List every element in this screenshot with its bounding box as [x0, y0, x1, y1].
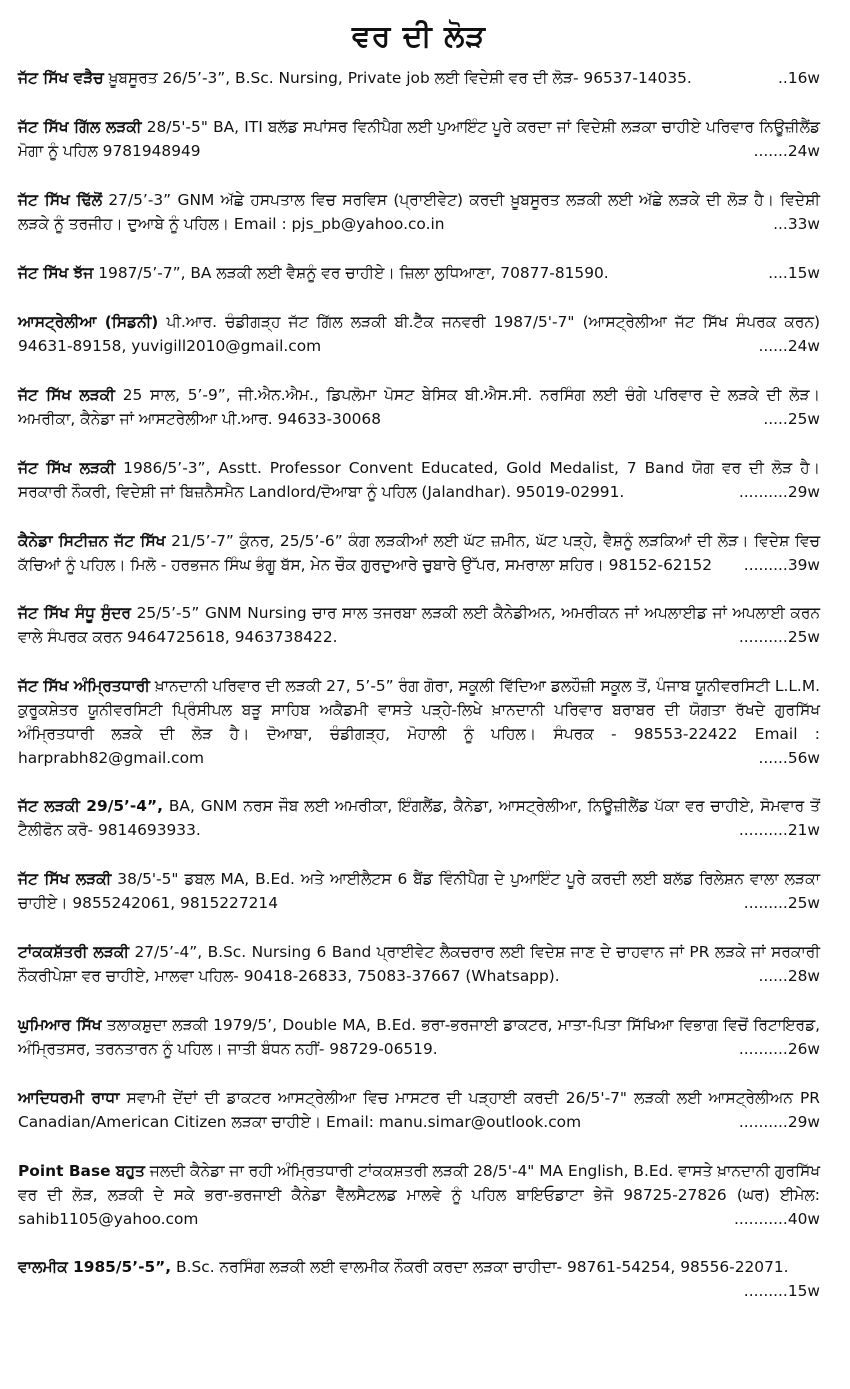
ad-item [18, 188, 820, 236]
ad-body: 25 ਸਾਲ, 5’-9”, ਜੀ.ਐਨ.ਐਮ., ਡਿਪਲੋਮਾ ਪੋਸਟ ਬੇਸਿਕ ਬੀ.ਐਸ.ਸੀ. ਨਰਸਿੰਗ ਲਈ ਚੰਗੇ ਪਰਿਵਾਰ ਦੇ ਲੜਕੇ ਦੀ ਲੋੜ। ਅਮਰੀਕਾ, ਕੈਨੇਡਾ ਜਾਂ ਆਸਟਰੇਲੀਆ ਪੀ.ਆਰ. 94633-30068 [18, 386, 820, 428]
ad-heading: ਜੱਟ ਸਿੱਖ ਸੰਧੂ ਸੁੰਦਰ [18, 604, 131, 622]
ad-body: 1987/5’-7”, BA ਲੜਕੀ ਲਈ ਵੈਸ਼ਨੂੰ ਵਰ ਚਾਹੀਏ। ਜ਼ਿਲਾ ਲੁਧਿਆਣਾ, 70877-81590. [98, 264, 609, 282]
ad-body: ਖ਼ਾਨਦਾਨੀ ਪਰਿਵਾਰ ਦੀ ਲੜਕੀ 27, 5’-5” ਰੰਗ ਗੋਰਾ, ਸਕੂਲੀ ਵਿੱਦਿਆ ਡਲਹੌਜ਼ੀ ਸਕੂਲ ਤੋਂ, ਪੰਜਾਬ ਯੂਨੀਵਰਸਿਟੀ L.L.M. ਕੁਰੂਕਸ਼ੇਤਰ ਯੂਨੀਵਰਸਿਟੀ ਪ੍ਰਿੰਸੀਪਲ ਬੜੂ ਸਾਹਿਬ ਅਕੈਡਮੀ ਵਾਸਤੇ ਪੜ੍ਹੇ-ਲਿਖੇ ਖ਼ਾਨਦਾਨੀ ਪਰਿਵਾਰ ਬਰਾਬਰ ਦੀ ਯੋਗਤਾ ਰੱਖਦੇ ਗੁਰਸਿੱਖ ਅੰਮ੍ਰਿਤਧਾਰੀ ਲੜਕੇ ਦੀ ਲੋੜ ਹੈ। ਦੋਆਬਾ, ਚੰਡੀਗੜ੍ਹ, ਮੋਹਾਲੀ ਨੂੰ ਪਹਿਲ। ਸੰਪਰਕ - 98553-22422 Email : harprabh82@gmail.com [18, 677, 820, 767]
ad-body: 25/5’-5” GNM Nursing ਚਾਰ ਸਾਲ ਤਜਰਬਾ ਲੜਕੀ ਲਈ ਕੈਨੇਡੀਅਨ, ਅਮਰੀਕਨ ਜਾਂ ਅਪਲਾਈਡ ਜਾਂ ਅਪਲਾਈ ਕਰਨ ਵਾਲੇ ਸੰਪਰਕ ਕਰਨ 9464725618, 9463738422. [18, 604, 820, 646]
ad-heading: ਵਾਲਮੀਕ 1985/5’-5”, [18, 1258, 172, 1276]
ad-item [18, 601, 820, 649]
ad-item [18, 867, 820, 915]
ad-code: .....25w [763, 410, 820, 428]
ad-heading: ਜੱਟ ਸਿੱਖ ਲੜਕੀ [18, 459, 116, 477]
ad-code: ......28w [758, 967, 820, 985]
ad-item [18, 310, 820, 358]
ad-code: .........15w [743, 1282, 820, 1300]
ad-heading: ਜੱਟ ਲੜਕੀ 29/5’-4”, [18, 797, 163, 815]
ad-item [18, 794, 820, 842]
ad-body: ਸਵਾਮੀ ਦੇਂਦਾਂ ਦੀ ਡਾਕਟਰ ਆਸਟ੍ਰੇਲੀਆ ਵਿਚ ਮਾਸਟਰ ਦੀ ਪੜ੍ਹਾਈ ਕਰਦੀ 26/5'-7" ਲੜਕੀ ਲਈ ਆਸਟ੍ਰੇਲੀਅਨ PR Canadian/American Citizen ਲੜਕਾ ਚਾਹੀਏ। Email: manu.simar@outlook.com [18, 1089, 820, 1131]
ad-item [18, 940, 820, 988]
ad-item [18, 529, 820, 577]
ad-body: BA, GNM ਨਰਸ ਜੌਬ ਲਈ ਅਮਰੀਕਾ, ਇੰਗਲੈਂਡ, ਕੈਨੇਡਾ, ਆਸਟ੍ਰੇਲੀਆ, ਨਿਊਜ਼ੀਲੈਂਡ ਪੱਕਾ ਵਰ ਚਾਹੀਏ, ਸੋਮਵਾਰ ਤੋਂ ਟੈਲੀਫੋਨ ਕਰੋ- 9814693933. [18, 797, 820, 839]
ad-heading: Point Base ਬਹੁਤ [18, 1162, 145, 1180]
ad-code: .........25w [743, 894, 820, 912]
ad-body: 28/5'-5" BA, ITI ਬਲੱਡ ਸਪਾਂਸਰ ਵਿਨੀਪੈਗ ਲਈ ਪੁਆਇੰਟ ਪੂਰੇ ਕਰਦਾ ਜਾਂ ਵਿਦੇਸ਼ੀ ਲੜਕਾ ਚਾਹੀਏ ਪਰਿਵਾਰ ਨਿਊਜ਼ੀਲੈਂਡ ਮੋਗਾ ਨੂੰ ਪਹਿਲ 9781948949 [18, 118, 820, 160]
ad-heading: ਟਾਂਕਕਸ਼ੱਤਰੀ ਲੜਕੀ [18, 943, 129, 961]
page-title: ਵਰ ਦੀ ਲੋੜ [351, 19, 487, 54]
ad-body: 21/5’-7” ਕੁੰਨਰ, 25/5’-6” ਕੰਗ ਲੜਕੀਆਂ ਲਈ ਘੱਟ ਜ਼ਮੀਨ, ਘੱਟ ਪੜ੍ਹੇ, ਵੈਸ਼ਨੂੰ ਲੜਕਿਆਂ ਦੀ ਲੋੜ। ਵਿਦੇਸ਼ ਵਿਚ ਕੱਚਿਆਂ ਨੂੰ ਪਹਿਲ। ਮਿਲੋ - ਹਰਭਜਨ ਸਿੰਘ ਭੰਗੂ ਬੱਸ, ਮੇਨ ਚੌਕ ਗੁਰਦੁਆਰੇ ਚੁਬਾਰੇ ਉੱਪਰ, ਸਮਰਾਲਾ ਸ਼ਹਿਰ। 98152-62152 [18, 532, 821, 574]
ad-heading: ਕੈਨੇਡਾ ਸਿਟੀਜ਼ਨ ਜੱਟ ਸਿੱਖ [18, 532, 166, 550]
ad-heading: ਜੱਟ ਸਿੱਖ ਲੜਕੀ [18, 870, 112, 888]
ad-heading: ਆਦਿਧਰਮੀ ਰਾਧਾ [18, 1089, 120, 1107]
ad-item [18, 1013, 820, 1061]
ad-code: .......24w [753, 142, 820, 160]
ad-item [18, 66, 820, 90]
ad-code: ....15w [768, 264, 820, 282]
ad-item [18, 1255, 820, 1303]
ad-code: ...........40w [734, 1210, 820, 1228]
ad-body: ਪੀ.ਆਰ. ਚੰਡੀਗੜ੍ਹ ਜੱਟ ਗਿੱਲ ਲੜਕੀ ਬੀ.ਟੈੱਕ ਜਨਵਰੀ 1987/5'-7" (ਆਸਟ੍ਰੇਲੀਆ ਜੱਟ ਸਿੱਖ ਸੰਪਰਕ ਕਰਨ) 94631-89158, yuvigill2010@gmail.com [18, 313, 820, 355]
ad-heading: ਆਸਟ੍ਰੇਲੀਆ (ਸਿਡਨੀ) [18, 313, 159, 331]
ad-body: 1986/5’-3”, Asstt. Professor Convent Educated, Gold Medalist, 7 Band ਯੋਗ ਵਰ ਦੀ ਲੋੜ ਹੈ। ਸਰਕਾਰੀ ਨੌਕਰੀ, ਵਿਦੇਸ਼ੀ ਜਾਂ ਬਿਜ਼ਨੈਸਮੈਨ Landlord/ਦੋਆਬਾ ਨੂੰ ਪਹਿਲ (Jalandhar). 95019-02991. [18, 459, 820, 501]
ad-code: ..........29w [738, 483, 820, 501]
ad-code: ..........25w [738, 628, 820, 646]
ad-body: 27/5’-3” GNM ਅੱਛੇ ਹਸਪਤਾਲ ਵਿਚ ਸਰਵਿਸ (ਪ੍ਰਾਈਵੇਟ) ਕਰਦੀ ਖ਼ੂਬਸੂਰਤ ਲੜਕੀ ਲਈ ਅੱਛੇ ਲੜਕੇ ਦੀ ਲੋੜ ਹੈ। ਵਿਦੇਸ਼ੀ ਲੜਕੇ ਨੂੰ ਤਰਜੀਹ। ਦੁਆਬੇ ਨੂੰ ਪਹਿਲ। Email : pjs_pb@yahoo.co.in [18, 191, 820, 233]
ad-body: ਖ਼ੂਬਸੂਰਤ 26/5’-3”, B.Sc. Nursing, Private job ਲਈ ਵਿਦੇਸ਼ੀ ਵਰ ਦੀ ਲੋੜ- 96537-14035. [108, 69, 692, 87]
ad-heading: ਘੁਮਿਆਰ ਸਿੱਖ [18, 1016, 102, 1034]
ad-body: ਜਲਦੀ ਕੈਨੇਡਾ ਜਾ ਰਹੀ ਅੰਮ੍ਰਿਤਧਾਰੀ ਟਾਂਕਕਸ਼ਤਰੀ ਲੜਕੀ 28/5'-4" MA English, B.Ed. ਵਾਸਤੇ ਖ਼ਾਨਦਾਨੀ ਗੁਰਸਿੱਖ ਵਰ ਦੀ ਲੋੜ, ਲੜਕੀ ਦੇ ਸਕੇ ਭਰਾ-ਭਰਜਾਈ ਕੈਨੇਡਾ ਵੈੱਲਸੈਟਲਡ ਮਾਲਵੇ ਨੂੰ ਪਹਿਲ ਬਾਇਓਡਾਟਾ ਭੇਜੋ 98725-27826 (ਘਰ) ਈਮੇਲ: sahib1105@yahoo.com [18, 1162, 820, 1228]
ad-heading: ਜੱਟ ਸਿੱਖ ਵੜੈਚ [18, 69, 104, 87]
ad-heading: ਜੱਟ ਸਿੱਖ ਝੱਜ [18, 264, 94, 282]
ad-item [18, 1159, 820, 1231]
ad-body: 38/5'-5" ਡਬਲ MA, B.Ed. ਅਤੇ ਆਈਲੈਟਸ 6 ਬੈਂਡ ਵਿੰਨੀਪੈਗ ਦੇ ਪੁਆਇੰਟ ਪੂਰੇ ਕਰਦੀ ਲਈ ਬਲੱਡ ਰਿਲੇਸ਼ਨ ਵਾਲਾ ਲੜਕਾ ਚਾਹੀਏ। 9855242061, 9815227214 [18, 870, 820, 912]
ad-item [18, 1086, 820, 1134]
ad-code: ..........26w [738, 1040, 820, 1058]
ad-code: ...33w [773, 215, 820, 233]
ad-code: ..........21w [738, 821, 820, 839]
ad-body: B.Sc. ਨਰਸਿੰਗ ਲੜਕੀ ਲਈ ਵਾਲਮੀਕ ਨੌਕਰੀ ਕਰਦਾ ਲੜਕਾ ਚਾਹੀਦਾ- 98761-54254, 98556-22071. [176, 1258, 789, 1276]
ad-item [18, 383, 820, 431]
ad-code: ..16w [778, 69, 820, 87]
ad-heading: ਜੱਟ ਸਿੱਖ ਗਿੱਲ ਲੜਕੀ [18, 118, 142, 136]
ad-item [18, 261, 820, 285]
ad-heading: ਜੱਟ ਸਿੱਖ ਅੰਮ੍ਰਿਤਧਾਰੀ [18, 677, 150, 695]
ad-code: .........39w [743, 556, 820, 574]
ad-body: 27/5’-4”, B.Sc. Nursing 6 Band ਪ੍ਰਾਈਵੇਟ ਲੈਕਚਰਾਰ ਲਈ ਵਿਦੇਸ਼ ਜਾਣ ਦੇ ਚਾਹਵਾਨ ਜਾਂ PR ਲੜਕੇ ਜਾਂ ਸਰਕਾਰੀ ਨੌਕਰੀਪੇਸ਼ਾ ਵਰ ਚਾਹੀਏ, ਮਾਲਵਾ ਪਹਿਲ- 90418-26833, 75083-37667 (Whatsapp). [18, 943, 820, 985]
ad-item [18, 674, 820, 770]
ad-code: ......24w [758, 337, 820, 355]
ad-heading: ਜੱਟ ਸਿੱਖ ਢਿੱਲੋਂ [18, 191, 102, 209]
ad-heading: ਜੱਟ ਸਿੱਖ ਲੜਕੀ [18, 386, 115, 404]
ad-code: ..........29w [738, 1113, 820, 1131]
ad-body: ਤਲਾਕਸ਼ੁਦਾ ਲੜਕੀ 1979/5’, Double MA, B.Ed. ਭਰਾ-ਭਰਜਾਈ ਡਾਕਟਰ, ਮਾਤਾ-ਪਿਤਾ ਸਿੱਖਿਆ ਵਿਭਾਗ ਵਿਚੋਂ ਰਿਟਾਇਰਡ, ਅੰਮ੍ਰਿਤਸਰ, ਤਰਨਤਾਰਨ ਨੂੰ ਪਹਿਲ। ਜਾਤੀ ਬੰਧਨ ਨਹੀਂ- 98729-06519. [18, 1016, 820, 1058]
ad-item [18, 456, 820, 504]
ad-code: ......56w [758, 749, 820, 767]
ad-item [18, 115, 820, 163]
